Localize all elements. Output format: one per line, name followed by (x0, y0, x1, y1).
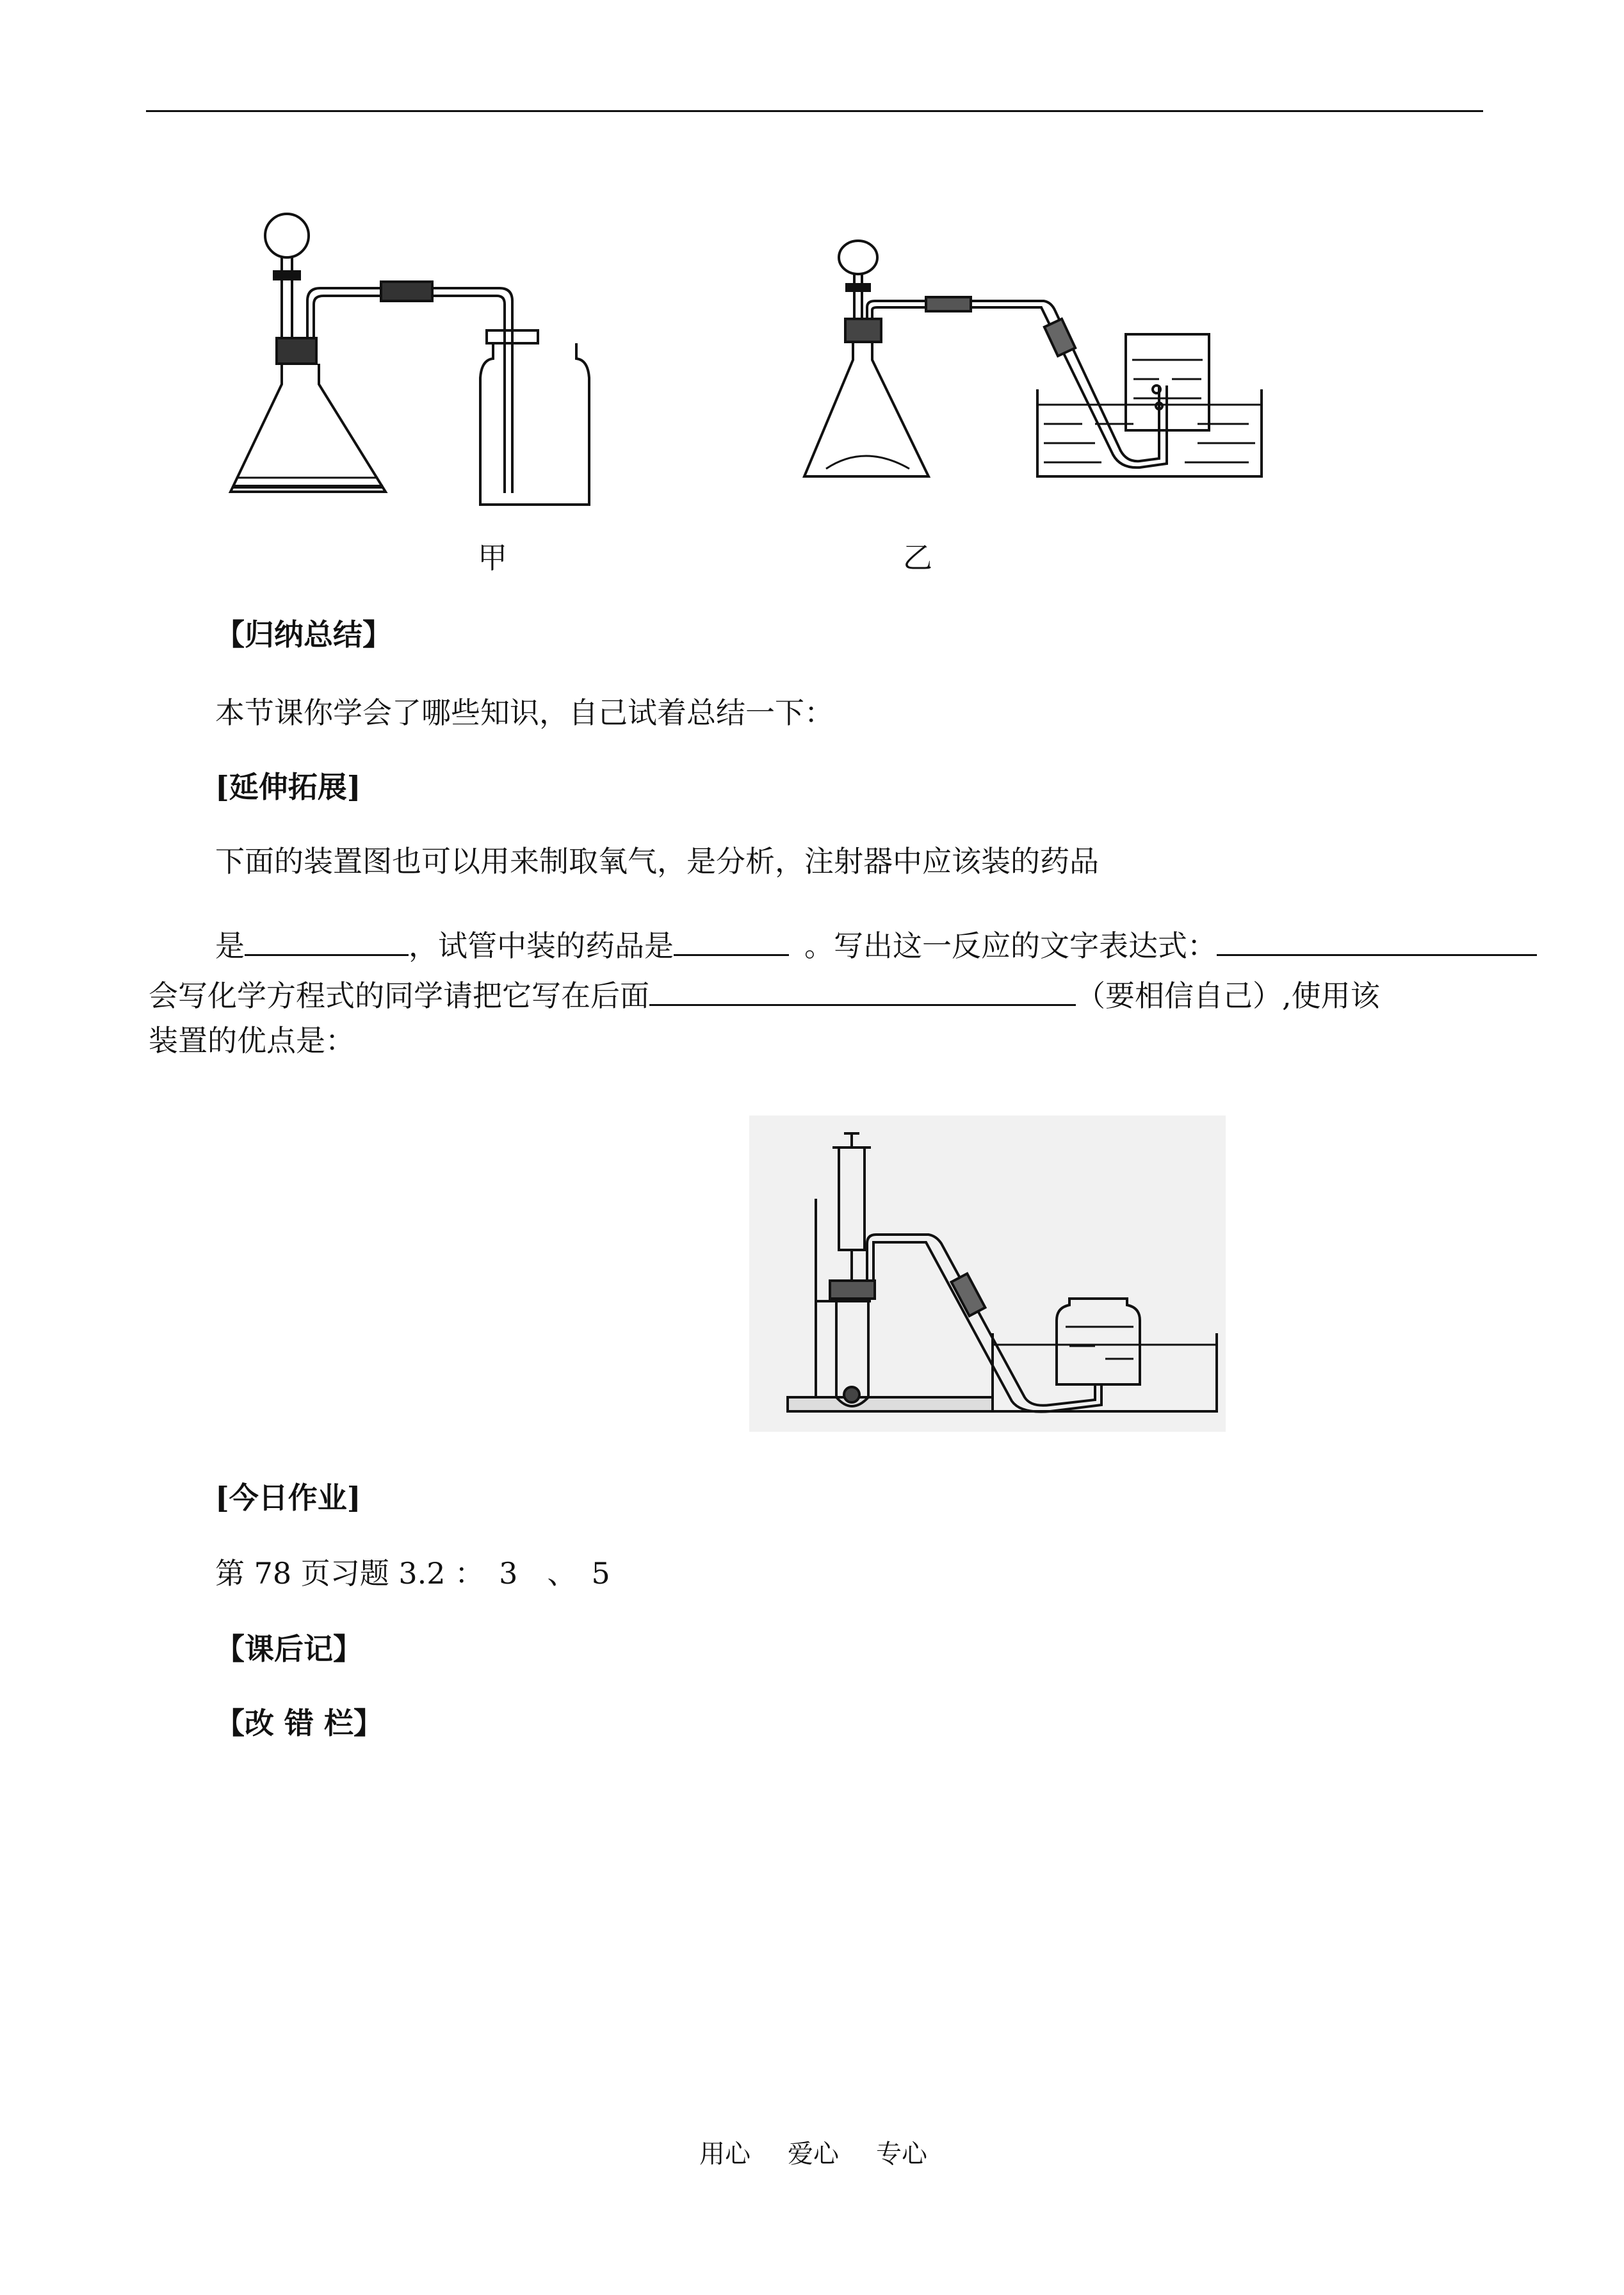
extension-line3-b: （要相信自己）,使用该 (1076, 978, 1380, 1013)
extension-line1: 下面的装置图也可以用来制取氧气，是分析，注射器中应该装的药品 (215, 844, 1099, 879)
chemical-equation-blank[interactable] (649, 976, 1076, 1006)
extension-line2-b: ，试管中装的药品是 (409, 929, 674, 963)
figure-yi-caption: 乙 (903, 540, 932, 575)
footer-item: 专心 (876, 2139, 927, 2169)
extension-heading: [延伸拓展] (215, 770, 361, 804)
test-tube-reagent-blank[interactable] (674, 926, 789, 956)
homework-text: 第 78 页习题 3.2 ： 3 、 5 (215, 1556, 610, 1591)
figure-yi-apparatus (800, 232, 1268, 488)
summary-heading: 【归纳总结】 (215, 617, 392, 652)
footer-item: 爱心 (788, 2139, 839, 2169)
syringe-reagent-blank[interactable] (245, 926, 409, 956)
figure-jia-caption: 甲 (478, 540, 507, 575)
summary-prompt: 本节课你学会了哪些知识，自己试着总结一下： (215, 695, 834, 730)
extension-line2-c: 。写出这一反应的文字表达式： (804, 929, 1217, 963)
extension-line3-a: 会写化学方程式的同学请把它写在后面 (149, 978, 649, 1013)
header-rule (146, 110, 1483, 112)
extension-line2 (215, 926, 1537, 961)
extension-line3 (149, 976, 1380, 1013)
page-footer (699, 2134, 964, 2170)
extension-line4: 装置的优点是： (149, 1023, 355, 1058)
word-equation-blank[interactable] (1217, 926, 1537, 956)
extension-line2-a: 是 (215, 929, 245, 963)
after-class-heading: 【课后记】 (215, 1632, 362, 1666)
footer-item: 用心 (699, 2139, 751, 2169)
figure-syringe-apparatus (749, 1115, 1226, 1432)
homework-heading: [今日作业] (215, 1480, 361, 1515)
corrections-heading: 【改 错 栏】 (215, 1706, 384, 1740)
figure-jia-apparatus (218, 192, 602, 512)
